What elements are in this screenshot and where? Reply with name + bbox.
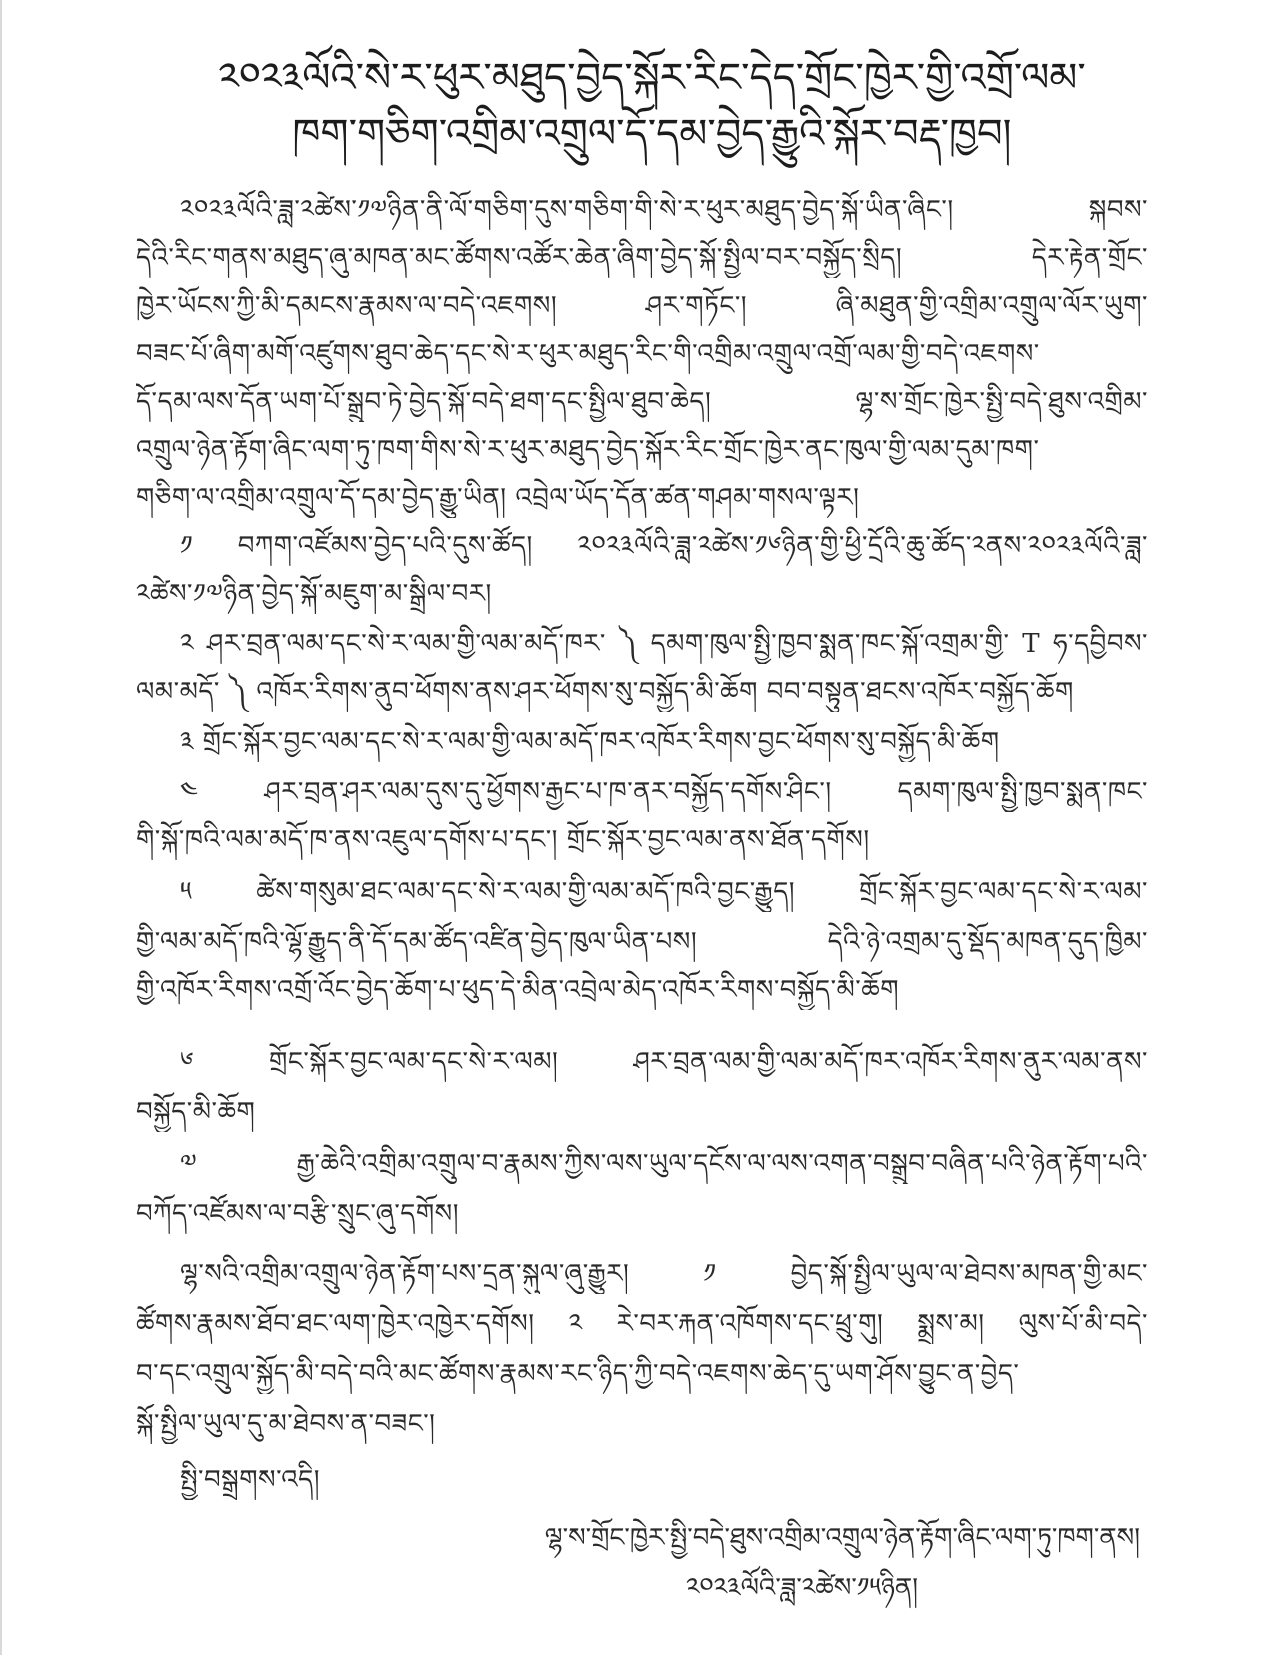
title-line-1: ༢༠༢༣ལོའི་སེ་ར་ཕུར་མཐུད་བྱེད་སྐོར་རིང་དེད་གྲོང་ཁྱེར་གྱི་འགྲོ་ལམ་: [218, 55, 1086, 101]
item-line: ལམ་མདོ་ ༽ འཁོར་རིགས་ནུབ་ཕོགས་ནས་ཤར་ཕོགས་སུ་བསྐྱོད་མི་ཆོག བབ་བསྟུན་ཐངས་འཁོར་བསྐྱོད་ཆོག: [136, 677, 1074, 707]
body-line: དོ་དམ་ལས་དོན་ཡག་པོ་སྒྲུབ་ཏེ་བྱེད་སྐོ་བདེ་ཐག་དང་སྤྱིལ་ཐུབ་ཆེད། ལྷ་ས་གྲོང་ཁྱེར་སྤྱི་བདེ་ཐུས་འགྲིམ་: [136, 387, 1148, 417]
body-line: བ་དང་འགྲུལ་སྐྱོད་མི་བདེ་བའི་མང་ཚོགས་རྣམས་རང་ཉིད་ཀྱི་བདེ་འཇགས་ཆེད་དུ་ཡག་ཤོས་བྱུང་ན་བྱེད་: [136, 1359, 1020, 1389]
item-line: ༥ ཚེས་གསུམ་ཐང་ལམ་དང་སེ་ར་ལམ་གྱི་ལམ་མདོ་ཁའི་བྱང་རྒྱུད། གྲོང་སྐོར་བྱང་ལམ་དང་སེ་ར་ལམ་: [180, 877, 1148, 907]
item-line: གྱི་འཁོར་རིགས་འགྲོ་འོང་བྱེད་ཆོག་པ་ཕུད་དེ་མིན་འབྲེལ་མེད་འཁོར་རིགས་བསྐྱོད་མི་ཆོག: [136, 975, 900, 1005]
item-line: ༢ ཤར་བྲན་ལམ་དང་སེ་ར་ལམ་གྱི་ལམ་མདོ་ཁར་ ༽ དམག་ཁུལ་སྤྱི་ཁྱབ་སྨན་ཁང་སྐོ་འགྲམ་གྱི་ T ཧ་དབྱིབས་: [180, 629, 1148, 659]
title-line-2: ཁག་གཅིག་འགྲིམ་འགྲུལ་དོ་དམ་བྱེད་རྒྱུའི་སྐོར་བརྡ་ཁྱབ།: [292, 111, 1012, 157]
body-line: ལྷ་སའི་འགྲིམ་འགྲུལ་ཉེན་རྟོག་པས་དྲན་སྐུལ་ཞུ་རྒྱུར། ༡ བྱེད་སྐོ་སྤྱིལ་ཡུལ་ལ་ཐེབས་མཁན་གྱི་མང་: [180, 1259, 1148, 1289]
issue-date: ༢༠༢༣ལོའི་ཟླ་༢ཚེས་༡༥ཉིན།: [685, 1573, 919, 1603]
body-line: ཚོགས་རྣམས་ཐོབ་ཐང་ལག་ཁྱེར་འཁྱེར་དགོས། ༢ རེ་བར་རྐན་འཁོགས་དང་ཕྲུ་གུ། སྨྲས་མ། ལུས་པོ་མི་བདེ་: [136, 1309, 1148, 1339]
body-line: འགྲུལ་ཉེན་རྟོག་ཞིང་ལག་ཏུ་ཁག་གིས་སེ་ར་ཕུར་མཐུད་བྱེད་སྐོར་རིང་གྲོང་ཁྱེར་ནང་ཁུལ་གྱི་ལམ་དུམ་ཁག་: [136, 435, 1040, 465]
item-line: བསྐྱོད་མི་ཆོག: [136, 1097, 256, 1127]
body-line: ཁྱེར་ཡོངས་ཀྱི་མི་དམངས་རྣམས་ལ་བདེ་འཇགས། ཤར་གཏོང་། ཞི་མཐུན་གྱི་འགྲིམ་འགྲུལ་ལོར་ཡུག་: [136, 291, 1148, 321]
item-line: གྱི་ལམ་མདོ་ཁའི་ལྷོ་རྒྱུད་ནི་དོ་དམ་ཚོད་འཛིན་བྱེད་ཁུལ་ཡིན་པས། དེའི་ཉེ་འགྲམ་དུ་སྡོད་མཁན་དུད་ཁྱིམ་: [136, 927, 1148, 957]
body-line: བཟང་པོ་ཞིག་མགོ་འཛུགས་ཐུབ་ཆེད་དང་སེ་ར་ཕུར་མཐུད་རིང་གི་འགྲིམ་འགྲུལ་འགྲོ་ལམ་གྱི་བདེ་འཇགས་: [136, 339, 1040, 369]
body-line: ༢༠༢༣ལོའི་ཟླ་༢ཚེས་༡༧ཉིན་ནི་ལོ་གཅིག་དུས་གཅིག་གི་སེ་ར་ཕུར་མཐུད་བྱེད་སྐོ་ཡིན་ཞིང་། སྐབས་: [180, 195, 1148, 225]
item-line: ༧ རྒྱ་ཆེའི་འགྲིམ་འགྲུལ་བ་རྣམས་ཀྱིས་ལས་ཡུལ་དངོས་ལ་ལས་འགན་བསྒྲུབ་བཞིན་པའི་ཉེན་རྟོག་པའི་: [180, 1149, 1148, 1179]
closing-line: སྤྱི་བསྒྲགས་འདི།: [180, 1465, 320, 1495]
item-line: གི་སྐོ་ཁའི་ལམ་མདོ་ཁ་ནས་འཇུལ་དགོས་པ་དང་། གྲོང་སྐོར་བྱང་ལམ་ནས་ཐོན་དགོས།: [136, 825, 870, 855]
body-line: གཅིག་ལ་འགྲིམ་འགྲུལ་དོ་དམ་བྱེད་རྒྱུ་ཡིན། འབྲེལ་ཡོད་དོན་ཚན་གཤམ་གསལ་ལྟར།: [136, 483, 860, 513]
body-line: དེའི་རིང་གནས་མཐུད་ཞུ་མཁན་མང་ཚོགས་འཚོར་ཆེན་ཞིག་བྱེད་སྐོ་སྤྱིལ་བར་བསྐྱོད་སྲིད། དེར་རྟེན་གྲོང་: [136, 243, 1148, 273]
item-line: ༢ཚེས་༡༧ཉིན་བྱེད་སྐོ་མཇུག་མ་སྒྲིལ་བར།: [136, 579, 492, 609]
item-line: ༣ གྲོང་སྐོར་བྱང་ལམ་དང་སེ་ར་ལམ་གྱི་ལམ་མདོ་ཁར་འཁོར་རིགས་བྱང་ཕོགས་སུ་བསྐྱོད་མི་ཆོག: [180, 727, 1000, 757]
item-line: ༡ བཀག་འཛོམས་བྱེད་པའི་དུས་ཚོད། ༢༠༢༣ལོའི་ཟླ་༢ཚེས་༡༦ཉིན་གྱི་ཕྱི་དྲོའི་ཆུ་ཚོད་༢ནས་༢༠༢༣ལོའི་ཟླ་: [180, 531, 1148, 561]
body-line: སྐོ་སྤྱིལ་ཡུལ་དུ་མ་ཐེབས་ན་བཟང་།: [136, 1409, 436, 1439]
item-line: བཀོད་འཛོམས་ལ་བརྩི་སྲུང་ཞུ་དགོས།: [136, 1199, 459, 1229]
item-line: ༤ ཤར་བྲན་ཤར་ལམ་དུས་དུ་ཕྱོགས་རྒྱང་པ་ཁ་ནར་བསྐྱོད་དགོས་ཤིང་། དམག་ཁུལ་སྤྱི་ཁྱབ་སྨན་ཁང་: [180, 777, 1148, 807]
item-line: ༦ གྲོང་སྐོར་བྱང་ལམ་དང་སེ་ར་ལམ། ཤར་བྲན་ལམ་གྱི་ལམ་མདོ་ཁར་འཁོར་རིགས་ནུར་ལམ་ནས་: [180, 1047, 1148, 1077]
issuer-signature: ལྷ་ས་གྲོང་ཁྱེར་སྤྱི་བདེ་ཐུས་འགྲིམ་འགྲུལ་ཉེན་རྟོག་ཞིང་ལག་ཏུ་ཁག་ནས།: [544, 1523, 1140, 1553]
